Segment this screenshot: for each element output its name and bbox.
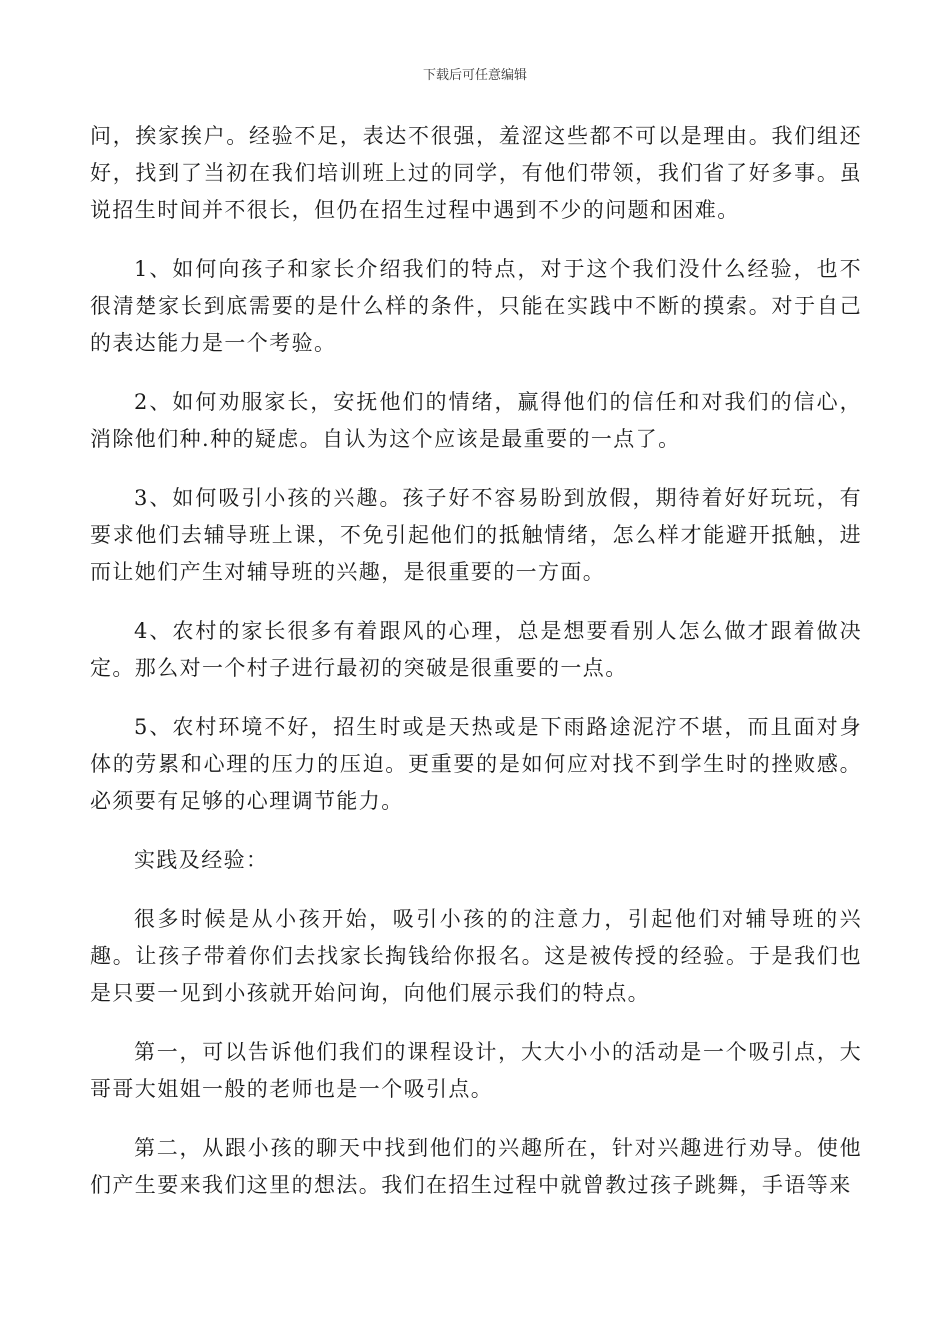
paragraph-3: 2、如何劝服家长，安抚他们的情绪，赢得他们的信任和对我们的信心，消除他们种.种的疑虑。自认为这个应该是最重要的一点了。	[90, 390, 862, 451]
paragraph-6: 5、农村环境不好，招生时或是天热或是下雨路途泥泞不堪，而且面对身体的劳累和心理的压力的压迫。更重要的是如何应对找不到学生时的挫败感。必须要有足够的心理调节能力。	[90, 715, 862, 813]
section-heading-practice: 实践及经验：	[134, 848, 269, 872]
paragraph-2: 1、如何向孩子和家长介绍我们的特点，对于这个我们没什么经验，也不很清楚家长到底需要的是什么样的条件，只能在实践中不断的摸索。对于自己的表达能力是一个考验。	[90, 257, 862, 355]
page-header: 下载后可任意编辑	[422, 68, 527, 83]
paragraph-4: 3、如何吸引小孩的兴趣。孩子好不容易盼到放假，期待着好好玩玩，有要求他们去辅导班上课，不免引起他们的抵触情绪，怎么样才能避开抵触，进而让她们产生对辅导班的兴趣，是很重要的一方面。	[90, 486, 862, 584]
paragraph-1: 问，挨家挨户。经验不足，表达不很强，羞涩这些都不可以是理由。我们组还好，找到了当初在我们培训班上过的同学，有他们带领，我们省了好多事。虽说招生时间并不很长，但仍在招生过程中遇到不少的问题和困难。	[90, 124, 862, 222]
paragraph-8: 很多时候是从小孩开始，吸引小孩的的注意力，引起他们对辅导班的兴趣。让孩子带着你们去找家长掏钱给你报名。这是被传授的经验。于是我们也是只要一见到小孩就开始问询，向他们展示我们的特点。	[90, 907, 862, 1005]
paragraph-5: 4、农村的家长很多有着跟风的心理，总是想要看别人怎么做才跟着做决定。那么对一个村子进行最初的突破是很重要的一点。	[90, 619, 862, 680]
paragraph-9: 第一，可以告诉他们我们的课程设计，大大小小的活动是一个吸引点，大哥哥大姐姐一般的老师也是一个吸引点。	[90, 1040, 862, 1101]
document-body	[90, 118, 862, 1226]
paragraph-10: 第二，从跟小孩的聊天中找到他们的兴趣所在，针对兴趣进行劝导。使他们产生要来我们这里的想法。我们在招生过程中就曾教过孩子跳舞，手语等来	[90, 1136, 862, 1197]
